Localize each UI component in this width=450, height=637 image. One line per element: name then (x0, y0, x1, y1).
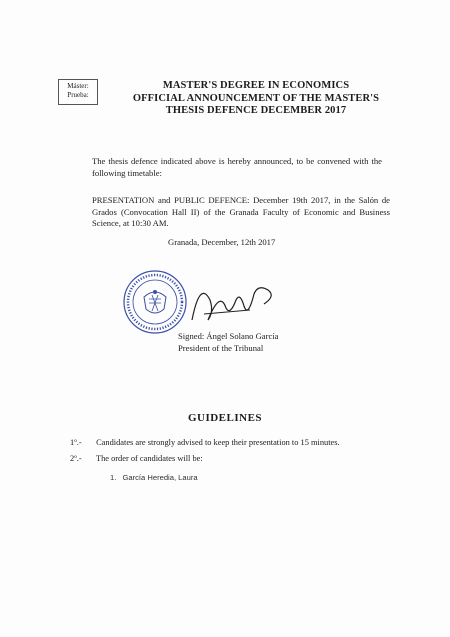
candidate-number: 1. (110, 473, 117, 482)
intro-paragraph: The thesis defence indicated above is hereby announced, to be convened with the following timetable: (92, 156, 382, 178)
document-title (122, 80, 390, 118)
candidate-item (110, 473, 198, 482)
guideline-rule (70, 453, 203, 464)
rule-text: Candidates are strongly advised to keep their presentation to 15 minutes. (96, 438, 340, 447)
header-box (58, 79, 98, 105)
rule-number: 2º.- (70, 454, 82, 463)
signer-name: Signed: Ángel Solano García (178, 331, 279, 341)
title-line-2: OFFICIAL ANNOUNCEMENT OF THE MASTER'S (132, 92, 380, 104)
signer-block (178, 331, 278, 354)
header-box-test: Prueba: (67, 91, 89, 99)
rule-number: 1º.- (70, 438, 82, 447)
header-box-master: Máster: (67, 82, 89, 90)
rule-text: The order of candidates will be: (95, 454, 203, 463)
signer-role: President of the Tribunal (178, 342, 264, 353)
university-seal (122, 269, 188, 335)
candidate-name: García Heredia, Laura (122, 473, 198, 482)
presentation-paragraph: PRESENTATION and PUBLIC DEFENCE: December 19th 2017, in the Salón de Grados (Convocation Hall II) of the Granada Faculty of Economic and Business Science, at 10:30 AM. (92, 195, 390, 228)
guideline-rule (70, 437, 340, 448)
signature-scribble (180, 270, 290, 330)
title-line-3: THESIS DEFENCE DECEMBER 2017 (165, 105, 347, 116)
guidelines-title: GUIDELINES (187, 412, 263, 424)
title-line-1: MASTER'S DEGREE IN ECONOMICS (162, 80, 350, 91)
place-date: Granada, December, 12th 2017 (168, 237, 276, 247)
